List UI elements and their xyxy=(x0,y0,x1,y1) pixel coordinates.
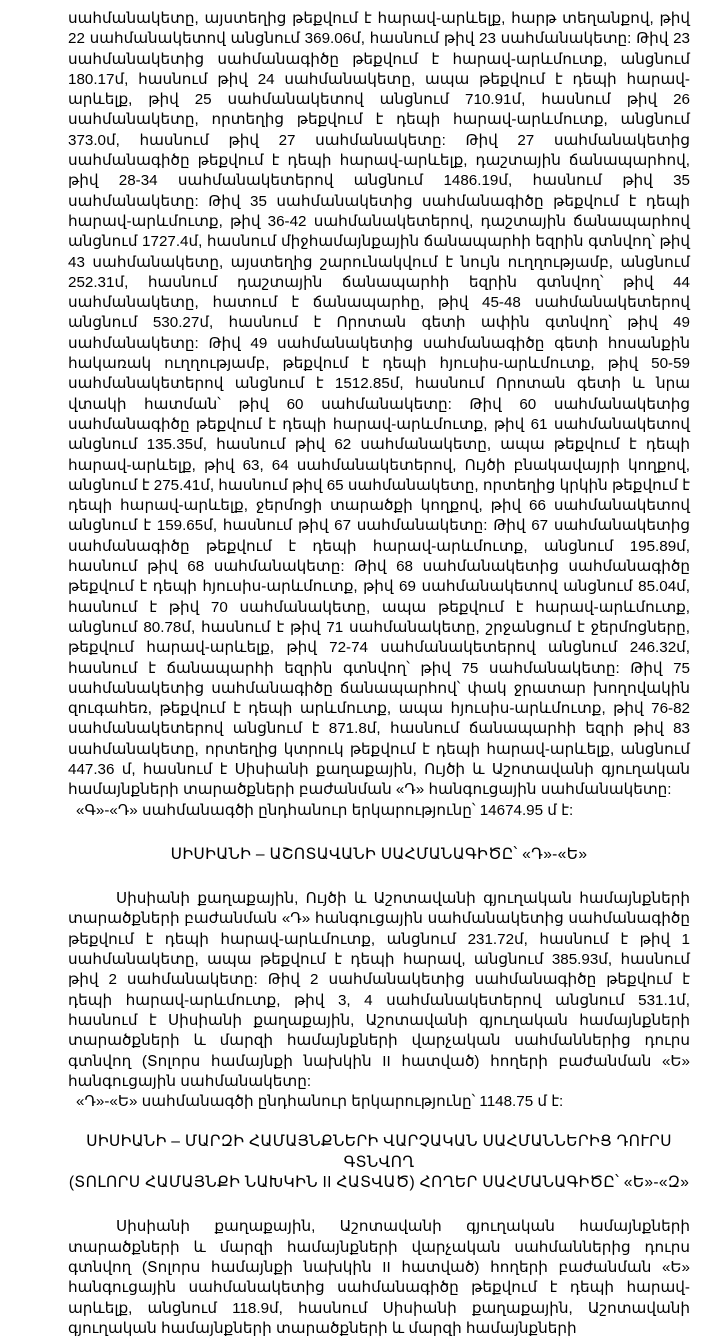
document-page xyxy=(68,9,690,1339)
section-heading-e-z-line1: ՍԻՍԻԱՆԻ – ՄԱՐԶԻ ՀԱՄԱՅՆՔՆԵՐԻ ՎԱՐՉԱԿԱՆ ՍԱՀՄԱՆՆԵՐԻՑ ԴՈՒՐՍ ԳՏՆՎՈՂ xyxy=(86,1133,672,1171)
paragraph-g-d-boundary: սահմանակետը, այստեղից թեքվում է հարավ-արևելք, հարթ տեղանքով, թիվ 22 սահմանակետով անցնում 369.06մ, հասնում թիվ 23 սահմանակետը: Թիվ 23 սահմանակետից սահմանագիծը թեքվում է հարավ-արևմուտք, անցնում 180.17մ, հասնում թիվ 24 սահմանակետը, ապա թեքվում է դեպի հարավ-արևելք, թիվ 25 սահմանակետով անցնում 710.91մ, հասնում թիվ 26 սահմանակետը, որտեղից թեքվում է դեպի հարավ-արևմուտք, անցնում 373.0մ, հասնում թիվ 27 սահմանակետը: Թիվ 27 սահմանակետից սահմանագիծը թեքվում է դեպի հարավ-արևելք, դաշտային ճանապարհով, թիվ 28-34 սահմանակետերով անցնում 1486.19մ, հասնում թիվ 35 սահմանակետը: Թիվ 35 սահմանակետից սահմանագիծը թեքվում է դեպի հարավ-արևմուտք, թիվ 36-42 սահմանակետերով, դաշտային ճանապարհով անցնում 1727.4մ, հասնում միջհամայնքային ճանապարհի եզրին գտնվող՝ թիվ 43 սահմանակետը, այստեղից շարունակվում է նույն ուղղությամբ, անցնում 252.31մ, հասնում դաշտային ճանապարհի եզրին գտնվող՝ թիվ 44 սահմանակետը, հատում է ճանապարհը, թիվ 45-48 սահմանակետերով անցնում 530.27մ, հասնում է Որոտան գետի ափին գտնվող՝ թիվ 49 սահմանակետը: Թիվ 49 սահմանակետից սահմանագիծը գետի հոսանքին հակառակ ուղղությամբ, թեքվում է դեպի հյուսիս-արևմուտք, թիվ 50-59 սահմանակետերով անցնում է 1512.85մ, հասնում Որոտան գետի և նրա վտակի հատման՝ թիվ 60 սահմանակետը: Թիվ 60 սահմանակետից սահմանագիծը թեքվում է դեպի հարավ-արևմուտք, թիվ 61 սահմանակետով անցնում 135.35մ, հասնում թիվ 62 սահմանակետը, ապա թեքվում է դեպի հարավ-արևելք, թիվ 63, 64 սահմանակետերով, Ույծի բնակավայրի կողքով, անցնում է 275.41մ, հասնում թիվ 65 սահմանակետը, որտեղից կրկին թեքվում է դեպի հարավ-արևելք, ջերմոցի տարածքի կողքով, թիվ 66 սահմանակետով անցնում է 159.65մ, հասնում թիվ 67 սահմանակետը: Թիվ 67 սահմանակետից սահմանագիծը թեքվում է դեպի հարավ-արևմուտք, անցնում 195.89մ, հասնում թիվ 68 սահմանակետը: Թիվ 68 սահմանակետից սահմանագիծը թեքվում է դեպի հյուսիս-արևմուտք, թիվ 69 սահմանակետով անցնում 85.04մ, հասնում է թիվ 70 սահմանակետը, ապա թեքվում է հարավ-արևմուտք, անցնում 80.78մ, հասնում է թիվ 71 սահմանակետը, շրջանցում է ջերմոցները, թեքվում հարավ-արևելք, թիվ 72-74 սահմանակետերով անցնում 246.32մ, հասնում է ճանապարհի եզրին գտնվող՝ թիվ 75 սահմանակետը: Թիվ 75 սահմանակետից սահմանագիծը ճանապարհով՝ փակ ջրատար խողովակին զուգահեռ, թեքվում է դեպի արևմուտք, ապա հյուսիս-արևմուտք, թիվ 76-82 սահմանակետերով անցնում է 871.8մ, հասնում ճանապարհի եզրի թիվ 83 սահմանակետը, որտեղից կտրուկ թեքվում է դեպի հարավ-արևելք, անցնում 447.36 մ, հասնում է Սիսիանի քաղաքային, Ույծի և Աշոտավանի գյուղական համայնքների տարածքների բաժանման «Դ» հանգուցային սահմանակետը: xyxy=(68,10,690,799)
section-heading-d-e: ՍԻՍԻԱՆԻ – ԱՇՈՏԱՎԱՆԻ ՍԱՀՄԱՆԱԳԻԾԸ՝ «Դ»-«Ե» xyxy=(170,845,588,863)
total-length-d-e: «Դ»-«Ե» սահմանագծի ընդհանուր երկարությունը՝ 1148.75 մ է: xyxy=(76,1093,564,1111)
section-heading-e-z-line2: (ՏՈԼՈՐՍ ՀԱՄԱՅՆՔԻ ՆԱԽԿԻՆ II ՀԱՏՎԱԾ) ՀՈՂԵՐ ՍԱՀՄԱՆԱԳԻԾԸ՝ «Ե»-«Զ» xyxy=(68,1174,690,1192)
total-length-g-d: «Գ»-«Դ» սահմանագծի ընդհանուր երկարությունը՝ 14674.95 մ է: xyxy=(76,801,574,819)
paragraph-d-e-boundary: Սիսիանի քաղաքային, Ույծի և Աշոտավանի գյուղական համայնքների տարածքների բաժանման «Դ» հանգուցային սահմանակետից սահմանագիծը թեքվում է դեպի հարավ-արևմուտք, անցնում 231.72մ, հասնում է թիվ 1 սահմանակետը, ապա թեքվում է դեպի հարավ, անցնում 385.93մ, հասնում թիվ 2 սահմանակետը: Թիվ 2 սահմանակետից սահմանագիծը թեքվում է դեպի հարավ-արևմուտք, թիվ 3, 4 սահմանակետերով անցնում 531.1մ, հասնում է Սիսիանի քաղաքային, Աշոտավանի գյուղական համայնքների տարածքների և մարզի համայնքների վարչական սահմաններից դուրս գտնվող (Տոլորս համայնքի նախկին II հատված) հողերի բաժանման «Ե» հանգուցային սահմանակետը: xyxy=(68,890,690,1090)
paragraph-e-z-boundary: Սիսիանի քաղաքային, Աշոտավանի գյուղական համայնքների տարածքների և մարզի համայնքների վարչական սահմաններից դուրս գտնվող (Տոլորս համայնքի նախկին II հատված) հողերի բաժանման «Ե» հանգուցային սահմանակետից սահմանագիծը թեքվում է դեպի հարավ-արևելք, անցնում 118.9մ, հասնում Սիսիանի քաղաքային, Աշոտավանի գյուղական համայնքների տարածքների և մարզի համայնքների xyxy=(68,1218,690,1337)
